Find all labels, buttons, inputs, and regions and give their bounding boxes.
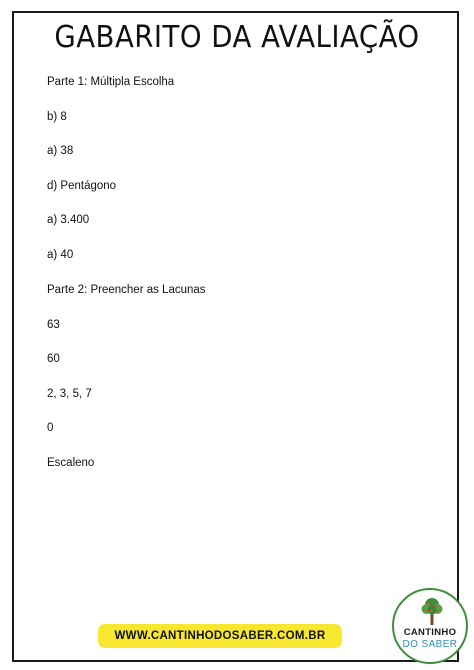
answer-item: Escaleno <box>47 457 95 469</box>
page-title: GABARITO DA AVALIAÇÃO <box>54 20 420 55</box>
answer-item: a) 38 <box>47 145 74 157</box>
brand-logo <box>392 588 468 664</box>
section-heading-part1: Parte 1: Múltipla Escolha <box>47 76 175 88</box>
website-link[interactable]: WWW.CANTINHODOSABER.COM.BR <box>98 624 342 648</box>
logo-text-line1: CANTINHO <box>403 627 457 638</box>
answer-item: a) 40 <box>47 249 74 261</box>
logo-text-line2: DO SABER <box>402 639 458 650</box>
answer-item: b) 8 <box>47 111 67 123</box>
answer-item: d) Pentágono <box>47 180 117 192</box>
tree-icon <box>421 596 443 626</box>
page-border <box>12 11 459 662</box>
answer-item: 2, 3, 5, 7 <box>47 388 92 400</box>
answer-item: 60 <box>47 353 60 365</box>
section-heading-part2: Parte 2: Preencher as Lacunas <box>47 284 206 296</box>
answer-item: a) 3.400 <box>47 214 90 226</box>
answer-item: 0 <box>47 422 54 434</box>
answer-item: 63 <box>47 319 60 331</box>
